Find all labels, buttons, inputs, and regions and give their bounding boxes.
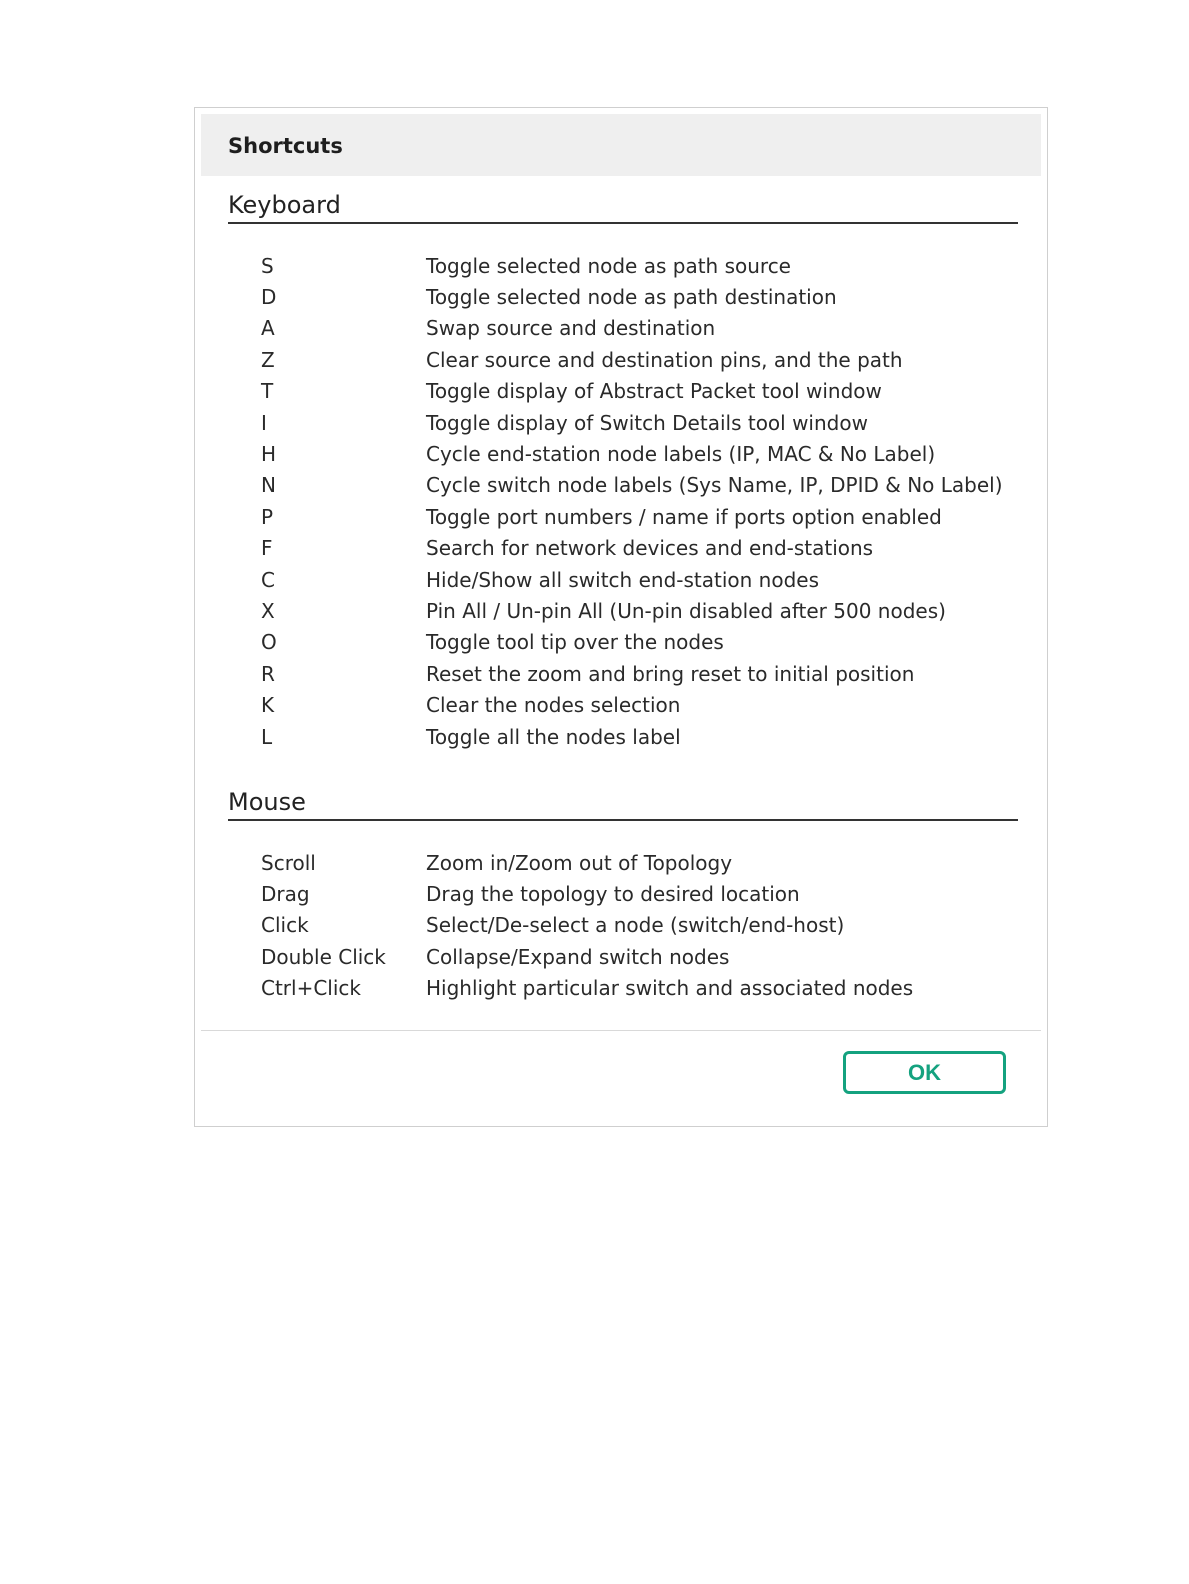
shortcut-row (261, 595, 1003, 626)
shortcut-description: Clear source and destination pins, and the path (426, 347, 903, 372)
shortcut-key: X (261, 598, 275, 623)
shortcut-key: Z (261, 347, 275, 372)
shortcut-row (261, 313, 1003, 344)
shortcut-description: Toggle all the nodes label (426, 724, 681, 749)
mouse-row (261, 910, 913, 941)
mouse-action: Scroll (261, 850, 316, 875)
shortcut-key: L (261, 724, 273, 749)
mouse-action: Ctrl+Click (261, 976, 361, 1001)
shortcut-key: I (261, 410, 267, 435)
shortcut-description: Reset the zoom and bring reset to initial position (426, 661, 915, 686)
footer-divider (201, 1030, 1041, 1031)
shortcut-key: D (261, 285, 277, 310)
dialog-title-bar (201, 114, 1041, 176)
shortcut-description: Swap source and destination (426, 316, 716, 341)
shortcut-key: A (261, 316, 275, 341)
shortcut-description: Toggle tool tip over the nodes (426, 630, 724, 655)
shortcut-key: T (261, 379, 274, 404)
mouse-row (261, 973, 913, 1004)
shortcut-description: Hide/Show all switch end-station nodes (426, 567, 819, 592)
shortcut-row (261, 470, 1003, 501)
dialog-title: Shortcuts (228, 134, 343, 158)
shortcut-row (261, 281, 1003, 312)
shortcut-description: Toggle display of Switch Details tool window (426, 410, 868, 435)
mouse-description: Drag the topology to desired location (426, 882, 800, 907)
shortcut-key: K (261, 693, 275, 718)
shortcut-description: Toggle selected node as path source (426, 253, 791, 278)
shortcut-key: R (261, 661, 275, 686)
shortcut-row (261, 689, 1003, 720)
mouse-description: Select/De-select a node (switch/end-host) (426, 913, 845, 938)
ok-button[interactable]: OK (843, 1051, 1006, 1094)
mouse-row (261, 847, 913, 878)
shortcut-description: Cycle end-station node labels (IP, MAC & No Label) (426, 442, 936, 467)
shortcut-row (261, 533, 1003, 564)
mouse-action: Click (261, 913, 309, 938)
shortcut-description: Toggle display of Abstract Packet tool window (426, 379, 882, 404)
shortcut-key: S (261, 253, 274, 278)
shortcut-key: P (261, 504, 274, 529)
shortcuts-dialog (194, 107, 1048, 1127)
mouse-action: Drag (261, 882, 310, 907)
shortcut-key: C (261, 567, 275, 592)
shortcut-description: Toggle port numbers / name if ports option enabled (426, 504, 942, 529)
mouse-section-title: Mouse (228, 788, 1018, 821)
shortcut-row (261, 438, 1003, 469)
mouse-description: Zoom in/Zoom out of Topology (426, 850, 733, 875)
shortcut-row (261, 376, 1003, 407)
shortcut-key: H (261, 442, 277, 467)
mouse-row (261, 878, 913, 909)
shortcut-key: F (261, 536, 273, 561)
shortcut-description: Cycle switch node labels (Sys Name, IP, DPID & No Label) (426, 473, 1003, 498)
shortcut-row (261, 250, 1003, 281)
shortcut-description: Search for network devices and end-stations (426, 536, 874, 561)
mouse-action: Double Click (261, 944, 386, 969)
keyboard-section-title: Keyboard (228, 191, 1018, 224)
shortcut-row (261, 627, 1003, 658)
shortcut-description: Clear the nodes selection (426, 693, 681, 718)
mouse-row (261, 941, 913, 972)
shortcut-key: N (261, 473, 276, 498)
keyboard-shortcut-list (261, 250, 1003, 752)
mouse-shortcut-list (261, 847, 913, 1004)
shortcut-row (261, 407, 1003, 438)
shortcut-description: Toggle selected node as path destination (426, 285, 837, 310)
shortcut-row (261, 344, 1003, 375)
shortcut-row (261, 658, 1003, 689)
shortcut-row (261, 501, 1003, 532)
mouse-description: Collapse/Expand switch nodes (426, 944, 730, 969)
shortcut-row (261, 721, 1003, 752)
shortcut-row (261, 564, 1003, 595)
shortcut-key: O (261, 630, 277, 655)
mouse-description: Highlight particular switch and associated nodes (426, 976, 914, 1001)
shortcut-description: Pin All / Un-pin All (Un-pin disabled after 500 nodes) (426, 598, 946, 623)
